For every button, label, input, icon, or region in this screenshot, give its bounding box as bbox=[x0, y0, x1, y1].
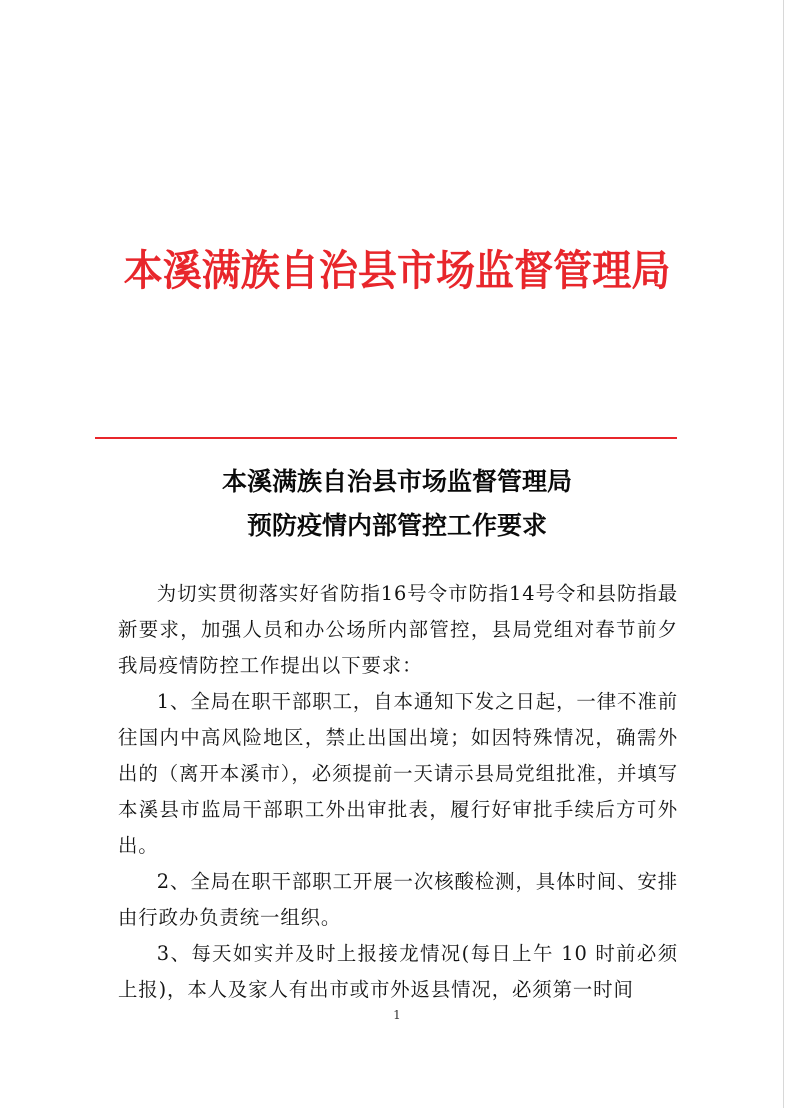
body-paragraph-item-1: 1、全局在职干部职工，自本通知下发之日起，一律不准前往国内中高风险地区，禁止出国出境；如因特殊情况，确需外出的（离开本溪市），必须提前一天请示县局党组批准，并填写本溪县市监局干部职工外出审批表，履行好审批手续后方可外出。 bbox=[118, 690, 678, 857]
body-paragraph-item-2: 2、全局在职干部职工开展一次核酸检测，具体时间、安排由行政办负责统一组织。 bbox=[118, 870, 678, 929]
red-divider-line bbox=[95, 437, 677, 439]
document-body bbox=[118, 576, 678, 1008]
page-edge-line bbox=[783, 0, 784, 1108]
document-title-line-1: 本溪满族自治县市场监督管理局 bbox=[221, 467, 572, 496]
red-letterhead: 本溪满族自治县市场监督管理局 bbox=[123, 246, 671, 295]
page-number: 1 bbox=[393, 1008, 401, 1022]
document-title-line-2: 预防疫情内部管控工作要求 bbox=[246, 511, 547, 540]
document-title bbox=[0, 460, 794, 548]
body-paragraph-intro: 为切实贯彻落实好省防指16号令市防指14号令和县防指最新要求，加强人员和办公场所内部管控，县局党组对春节前夕我局疫情防控工作提出以下要求： bbox=[118, 582, 678, 677]
body-paragraph-item-3: 3、每天如实并及时上报接龙情况(每日上午 10 时前必须上报)，本人及家人有出市或市外返县情况，必须第一时间 bbox=[118, 942, 678, 1001]
